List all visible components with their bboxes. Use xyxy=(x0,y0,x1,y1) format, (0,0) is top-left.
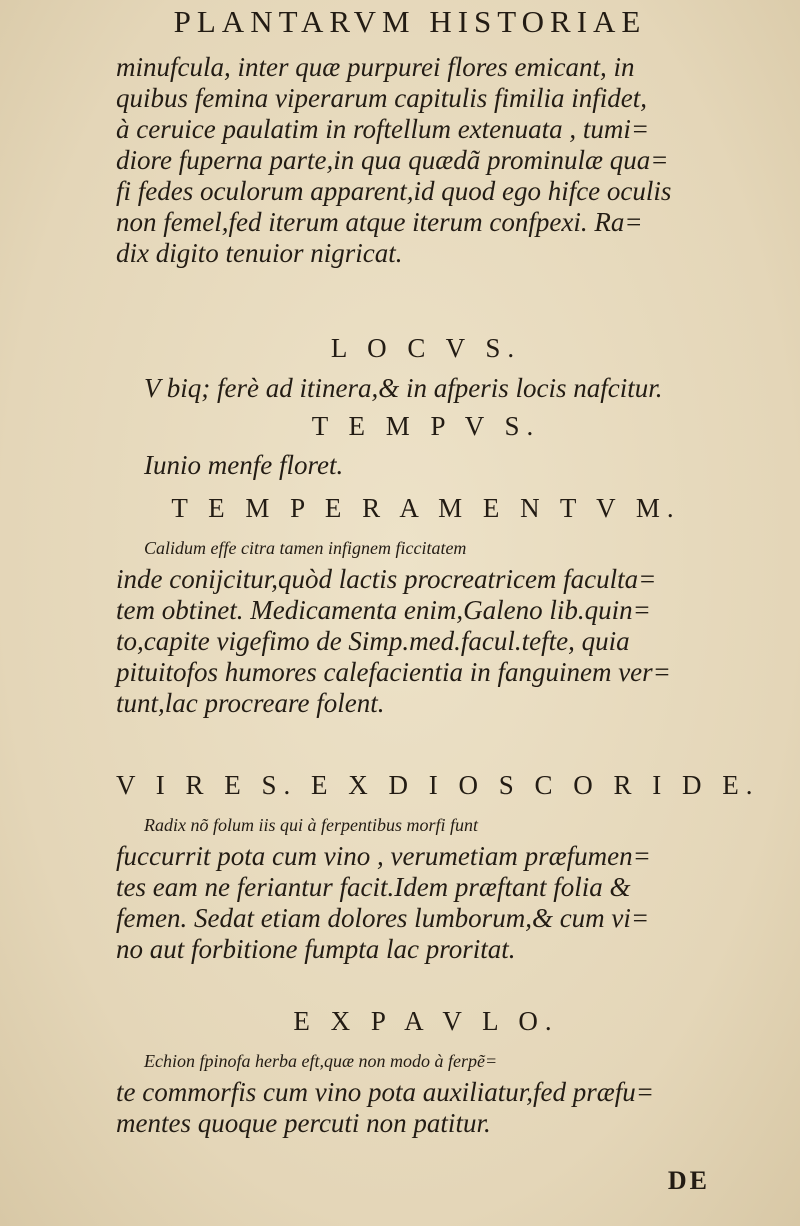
text-line: Radix nõ folum iis qui à ferpentibus morfi funt xyxy=(144,815,478,835)
text-line: à ceruice paulatim in roftellum extenuata , tumi= xyxy=(116,114,650,144)
section-heading-ex-paulo: E X P A V L O. xyxy=(293,1006,559,1036)
text-line: tem obtinet. Medicamenta enim,Galeno lib.quin= xyxy=(116,595,651,625)
text-line: te commorfis cum vino pota auxiliatur,fed præfu= xyxy=(116,1077,654,1107)
vires-paragraph xyxy=(116,810,736,965)
text-line: femen. Sedat etiam dolores lumborum,& cum vi= xyxy=(116,903,650,933)
section-heading-temperamentum: T E M P E R A M E N T V M. xyxy=(171,493,681,523)
text-line: Calidum effe citra tamen infignem ficcitatem xyxy=(144,538,467,558)
text-line: Iunio menfe floret. xyxy=(144,450,344,480)
running-head: PLANTARVM HISTORIAE xyxy=(173,4,647,39)
ex-paulo-paragraph xyxy=(116,1046,736,1139)
text-line: no aut forbitione fumpta lac proritat. xyxy=(116,934,516,964)
text-line: inde conijcitur,quòd lactis procreatricem faculta= xyxy=(116,564,657,594)
text-line: V biq; ferè ad itinera,& in afperis locis nafcitur. xyxy=(144,373,663,403)
tempus-paragraph xyxy=(116,450,764,481)
locus-paragraph xyxy=(116,373,764,404)
temperamentum-paragraph xyxy=(116,533,736,719)
text-line: tunt,lac procreare folent. xyxy=(116,688,385,718)
text-line: fi fedes oculorum apparent,id quod ego hifce oculis xyxy=(116,176,672,206)
text-line: minufcula, inter quæ purpurei flores emicant, in xyxy=(116,52,635,82)
text-line: to,capite vigefimo de Simp.med.facul.tefte, quia xyxy=(116,626,630,656)
catchword: DE xyxy=(667,1166,710,1195)
section-heading-locus: L O C V S. xyxy=(330,333,522,363)
text-line: tes eam ne feriantur facit.Idem præftant folia & xyxy=(116,872,631,902)
text-line: dix digito tenuior nigricat. xyxy=(116,238,403,268)
text-line: fuccurrit pota cum vino , verumetiam præfumen= xyxy=(116,841,651,871)
section-heading-tempus: T E M P V S. xyxy=(311,411,541,441)
intro-paragraph xyxy=(116,52,736,269)
text-line: diore fuperna parte,in qua quædã prominulæ qua= xyxy=(116,145,669,175)
section-heading-vires: V I R E S. E X D I O S C O R I D E. xyxy=(116,770,760,800)
text-line: mentes quoque percuti non patitur. xyxy=(116,1108,491,1138)
text-line: pituitofos humores calefacientia in fanguinem ver= xyxy=(116,657,671,687)
text-line: Echion fpinofa herba eft,quæ non modo à ferpẽ= xyxy=(144,1051,498,1071)
text-line: non femel,fed iterum atque iterum confpexi. Ra= xyxy=(116,207,643,237)
text-line: quibus femina viperarum capitulis fimilia infidet, xyxy=(116,83,647,113)
